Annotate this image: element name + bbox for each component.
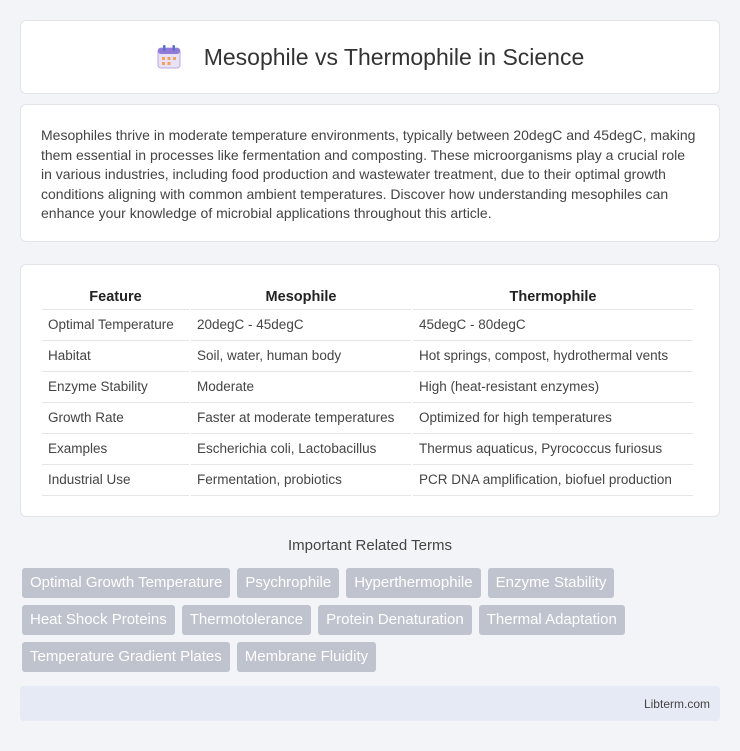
comparison-table-card <box>20 264 720 517</box>
table-cell: Industrial Use <box>42 464 190 495</box>
table-cell: 20degC - 45degC <box>190 309 412 340</box>
related-term-tag[interactable]: Heat Shock Proteins <box>22 605 175 635</box>
description-text: Mesophiles thrive in moderate temperature environments, typically between 20degC and 45degC, making them essential in processes like fermentation and composting. These microorganisms play a crucial role in various industries, including food production and wastewater treatment, due to their optimal growth conditions aligning with common ambient temperatures. Discover how understanding mesophiles can enhance your knowledge of microbial applications throughout this article. <box>41 127 696 221</box>
comparison-table <box>42 285 693 496</box>
table-cell: Habitat <box>42 340 190 371</box>
related-terms-title: Important Related Terms <box>288 537 452 554</box>
related-term-tag[interactable]: Thermotolerance <box>182 605 311 635</box>
related-term-tag[interactable]: Hyperthermophile <box>346 568 480 598</box>
table-cell: Optimal Temperature <box>42 309 190 340</box>
related-term-tag[interactable]: Enzyme Stability <box>488 568 615 598</box>
table-cell: Faster at moderate temperatures <box>190 402 412 433</box>
table-row <box>42 371 693 402</box>
table-cell: Optimized for high temperatures <box>412 402 693 433</box>
table-row <box>42 433 693 464</box>
table-row <box>42 464 693 495</box>
table-cell: Enzyme Stability <box>42 371 190 402</box>
related-term-tag[interactable]: Psychrophile <box>237 568 339 598</box>
table-header-cell: Feature <box>42 285 190 309</box>
footer-brand[interactable]: Libterm.com <box>643 696 710 711</box>
table-cell: Escherichia coli, Lactobacillus <box>190 433 412 464</box>
table-cell: Soil, water, human body <box>190 340 412 371</box>
table-header-cell: Thermophile <box>412 285 693 309</box>
table-row <box>42 309 693 340</box>
table-cell: 45degC - 80degC <box>412 309 693 340</box>
table-header-row <box>42 285 693 309</box>
related-term-tag[interactable]: Temperature Gradient Plates <box>22 642 230 672</box>
table-row <box>42 402 693 433</box>
table-row <box>42 340 693 371</box>
table-cell: High (heat-resistant enzymes) <box>412 371 693 402</box>
related-terms-section <box>20 537 720 554</box>
table-cell: Hot springs, compost, hydrothermal vents <box>412 340 693 371</box>
table-cell: Fermentation, probiotics <box>190 464 412 495</box>
related-term-tag[interactable]: Thermal Adaptation <box>479 605 625 635</box>
table-cell: Thermus aquaticus, Pyrococcus furiosus <box>412 433 693 464</box>
description-card <box>20 104 720 242</box>
related-term-tag[interactable]: Protein Denaturation <box>318 605 472 635</box>
related-terms-tags <box>22 568 712 679</box>
table-cell: Moderate <box>190 371 412 402</box>
footer <box>20 686 720 721</box>
calendar-icon <box>156 44 182 70</box>
table-header-cell: Mesophile <box>190 285 412 309</box>
related-term-tag[interactable]: Optimal Growth Temperature <box>22 568 230 598</box>
table-cell: Growth Rate <box>42 402 190 433</box>
table-cell: Examples <box>42 433 190 464</box>
page-title: Mesophile vs Thermophile in Science <box>203 43 585 70</box>
table-cell: PCR DNA amplification, biofuel production <box>412 464 693 495</box>
title-card <box>20 20 720 94</box>
related-term-tag[interactable]: Membrane Fluidity <box>237 642 376 672</box>
